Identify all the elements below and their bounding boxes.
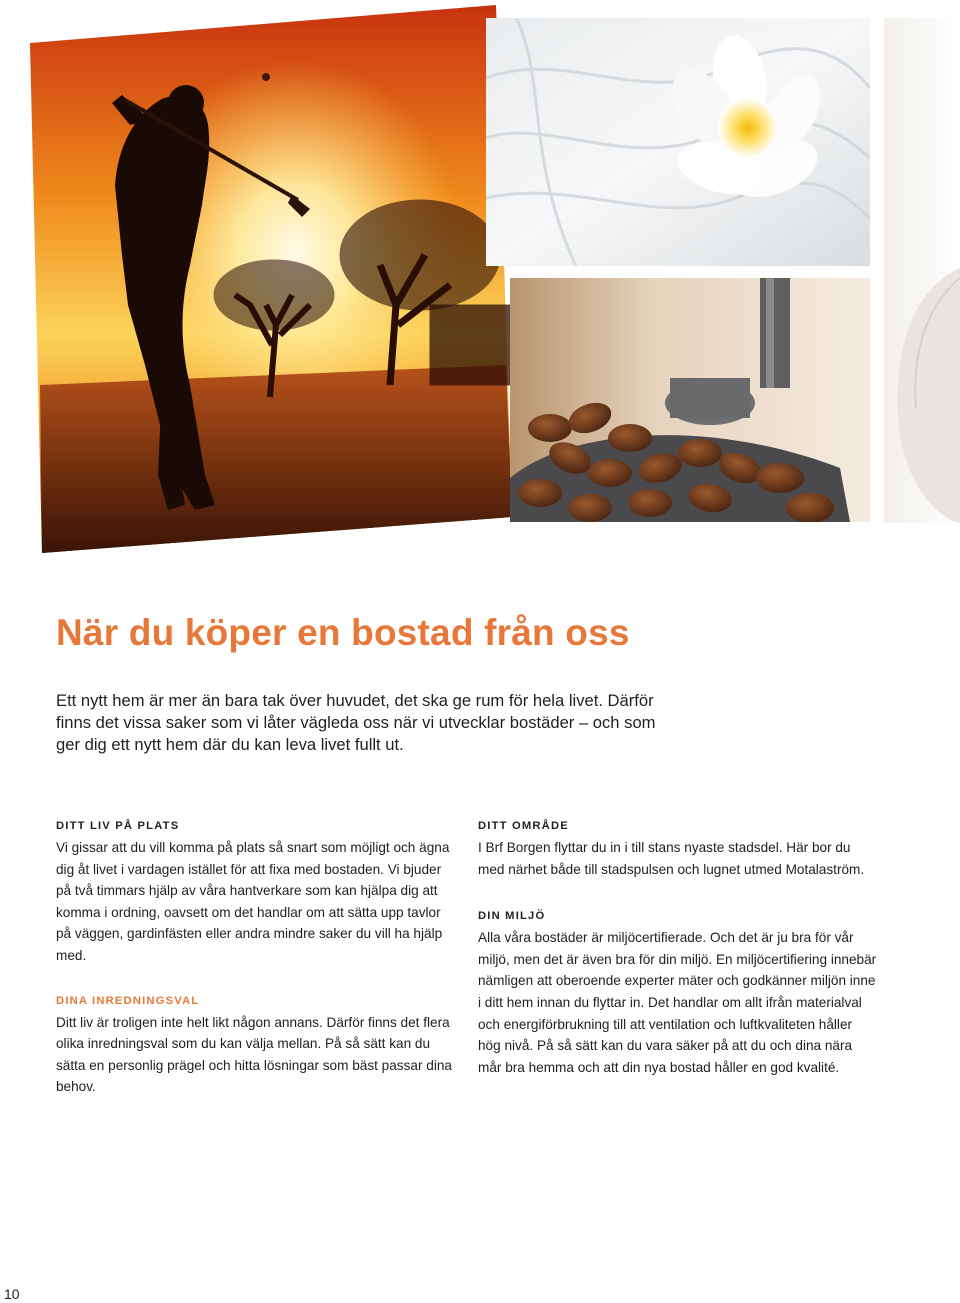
- right-edge-photo: [884, 18, 960, 523]
- section-title-inredningsval: DINA INREDNINGSVAL: [56, 994, 200, 1007]
- right-column: [478, 820, 878, 1078]
- golf-photo: [30, 5, 512, 553]
- section-text-inredningsval: Ditt liv är troligen inte helt likt någon annans. Därför finns det flera olika inredningsval som du kan välja mellan. På så sätt kan du sätta en personlig prägel och hitta lösningar som bäst passar dina behov.: [56, 1014, 452, 1095]
- section-title-din-miljo: DIN MILJÖ: [478, 910, 546, 923]
- section-inredningsval: [56, 995, 456, 1098]
- section-text-din-miljo: Alla våra bostäder är miljöcertifierade. Och det är ju bra för vår miljö, men det är även bra för din miljö. En miljöcertifiering innebär nämligen att oberoende experter mäter och godkänner miljön inne i ditt hem innan du flyttar in. Det handlar om allt ifrån materialval och energiförbrukning till att ventilation och luftkvaliteten håller hög nivå. På så sätt kan du vara säker på att du och dina nära mår bra hemma och att din nya bostad håller en god kvalité.: [478, 930, 877, 1075]
- section-text-ditt-liv: Vi gissar att du vill komma på plats så snart som möjligt och ägna dig åt livet i vardagen istället för att fixa med bostaden. Vi bjuder på två timmars hjälp av våra hantverkare som kan hjälpa dig att komma i ordning, oavsett om det handlar om att sätta upp tavlor på väggen, gardinfästen eller andra mindre saker du vill ha hjälp med.: [56, 840, 450, 963]
- section-title-ditt-omrade: DITT OMRÅDE: [478, 820, 569, 832]
- page-number: 10: [4, 1286, 20, 1302]
- left-column: [56, 820, 456, 1098]
- coffee-photo: [510, 278, 870, 522]
- lead-paragraph: Ett nytt hem är mer än bara tak över huvudet, det ska ge rum för hela livet. Därför finns det vissa saker som vi låter vägleda oss när vi utvecklar bostäder – och som ger dig ett nytt hem där du kan leva livet fullt ut.: [56, 691, 656, 754]
- section-title-ditt-liv: DITT LIV PÅ PLATS: [56, 820, 180, 832]
- section-din-miljo: [478, 910, 878, 1078]
- section-ditt-liv: [56, 820, 456, 967]
- page-headline: När du köper en bostad från oss: [56, 612, 630, 653]
- towel-photo: [486, 18, 870, 266]
- section-ditt-omrade: [478, 820, 878, 880]
- section-text-ditt-omrade: I Brf Borgen flyttar du in i till stans nyaste stadsdel. Här bor du med närhet både till stadspulsen och lugnet utmed Motalaström.: [478, 840, 865, 877]
